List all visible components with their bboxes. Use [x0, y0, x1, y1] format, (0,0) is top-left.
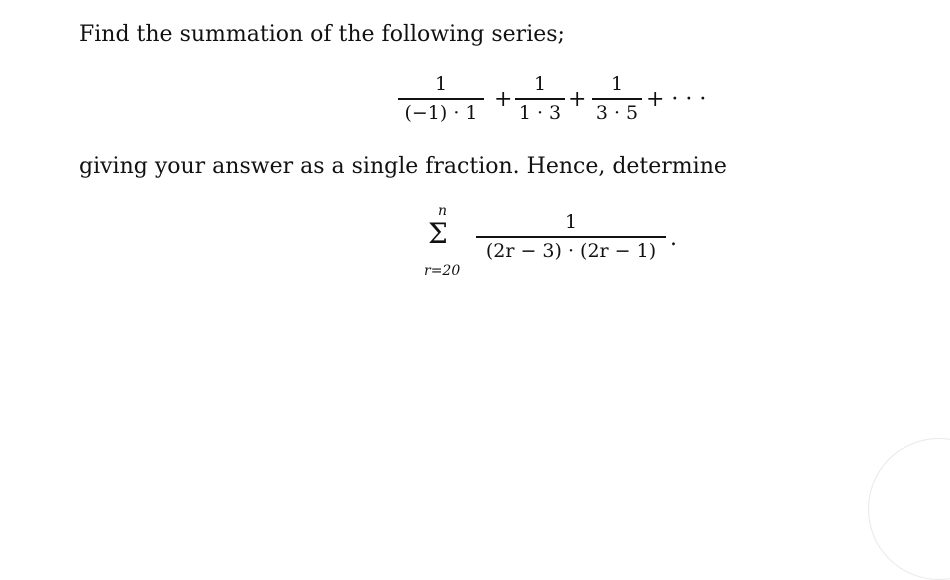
sigma-symbol: Σ — [428, 217, 448, 250]
period: . — [670, 226, 677, 251]
continuation-text: giving your answer as a single fraction. Hence, determine — [79, 154, 727, 179]
sum-lower-limit: r=20 — [424, 263, 461, 279]
fraction-bar — [398, 98, 484, 100]
fraction-bar — [476, 236, 666, 238]
series-term-2 — [515, 73, 565, 124]
series-tail: + · · · — [646, 87, 707, 112]
series-term-1 — [398, 73, 484, 124]
summand-denominator: (2r − 3) · (2r − 1) — [485, 239, 657, 262]
term-3-numerator: 1 — [610, 73, 624, 95]
term-2-denominator: 1 · 3 — [518, 101, 562, 124]
term-1-denominator: (−1) · 1 — [404, 101, 478, 124]
page-corner-decoration — [868, 438, 950, 580]
fraction-bar — [592, 98, 642, 100]
plus-sign: + — [568, 87, 587, 112]
sum-upper-limit: n — [438, 203, 448, 219]
term-1-numerator: 1 — [434, 73, 448, 95]
summand-fraction — [476, 211, 666, 262]
intro-text: Find the summation of the following series; — [79, 22, 565, 47]
fraction-bar — [515, 98, 565, 100]
plus-sign: + — [494, 87, 513, 112]
term-2-numerator: 1 — [533, 73, 547, 95]
summand-numerator: 1 — [564, 211, 578, 233]
term-3-denominator: 3 · 5 — [595, 101, 639, 124]
series-term-3 — [592, 73, 642, 124]
